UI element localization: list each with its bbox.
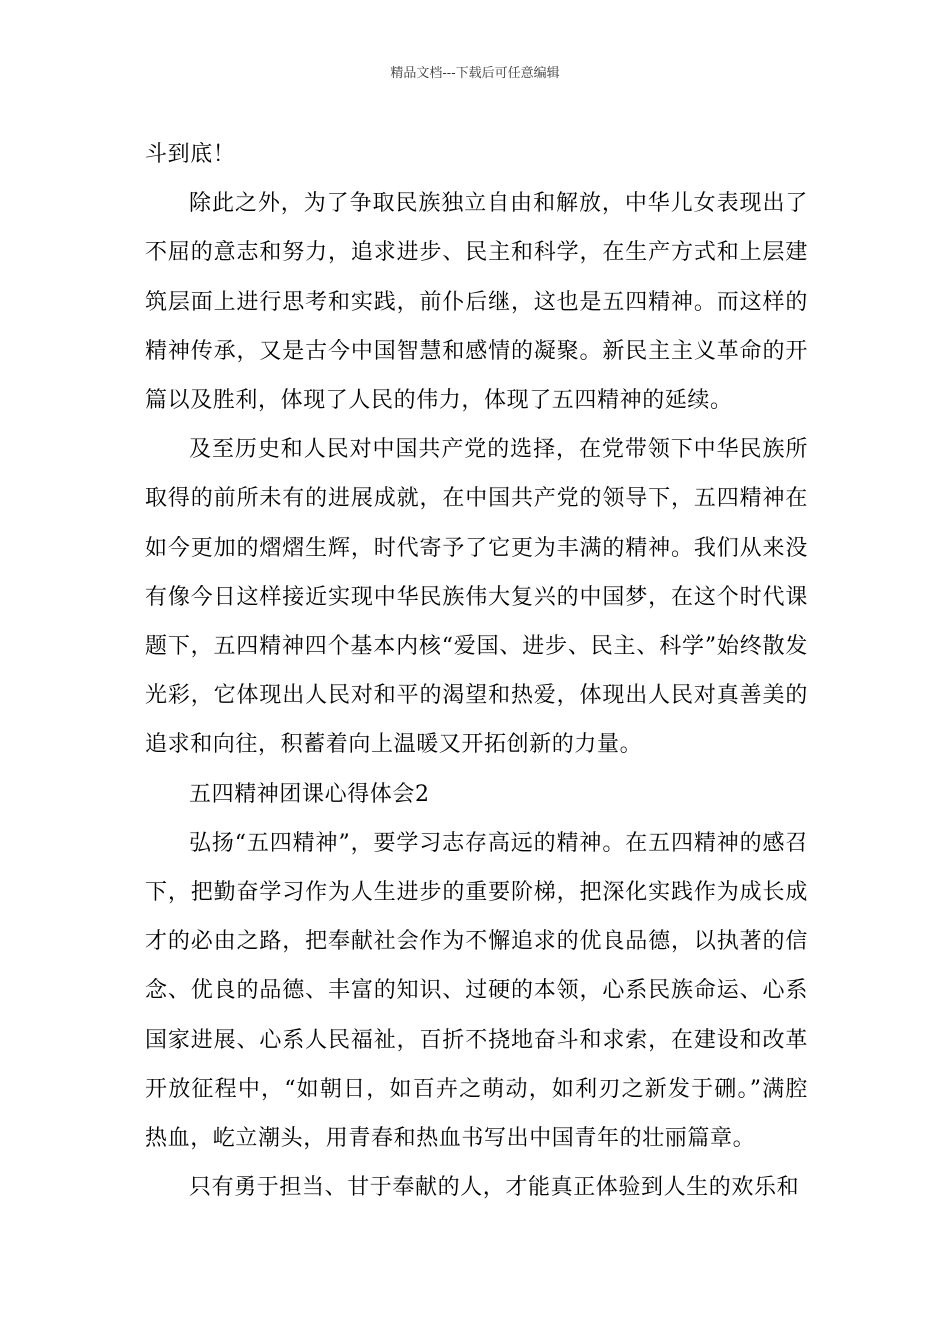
paragraph: 除此之外，为了争取民族独立自由和解放，中华儿女表现出了不屈的意志和努力，追求进步、民主和科学，在生产方式和上层建筑层面上进行思考和实践，前仆后继，这也是五四精神。而这样的精神传承，又是古今中国智慧和感情的凝聚。新民主主义革命的开篇以及胜利，体现了人民的伟力，体现了五四精神的延续。 [145,191,808,414]
paragraph: 只有勇于担当、甘于奉献的人，才能真正体验到人生的欢乐和 [189,1175,800,1201]
paragraph: 及至历史和人民对中国共产党的选择，在党带领下中华民族所取得的前所未有的进展成就，在中国共产党的领导下，五四精神在如今更加的熠熠生辉，时代寄予了它更为丰满的精神。我们从来没有像今日这样接近实现中华民族伟大复兴的中国梦，在这个时代课题下，五四精神四个基本内核“爱国、进步、民主、科学”始终散发光彩，它体现出人民对和平的渴望和热爱，体现出人民对真善美的追求和向往，积蓄着向上温暖又开拓创新的力量。 [145,437,808,758]
paragraph: 弘扬“五四精神”，要学习志存高远的精神。在五四精神的感召下，把勤奋学习作为人生进步的重要阶梯，把深化实践作为成长成才的必由之路，把奉献社会作为不懈追求的优良品德，以执著的信念、优良的品德、丰富的知识、过硬的本领，心系民族命运、心系国家进展、心系人民福祉，百折不挠地奋斗和求索，在建设和改革开放征程中，“如朝日，如百卉之萌动，如利刃之新发于硎。”满腔热血，屹立潮头，用青春和热血书写出中国青年的壮丽篇章。 [145,830,808,1152]
page-header: 精品文档---下载后可任意编辑 [390,66,560,81]
paragraph-continuation: 斗到底！ [145,142,236,167]
section-heading: 五四精神团课心得体会2 [189,781,430,807]
document-body [145,130,808,1212]
